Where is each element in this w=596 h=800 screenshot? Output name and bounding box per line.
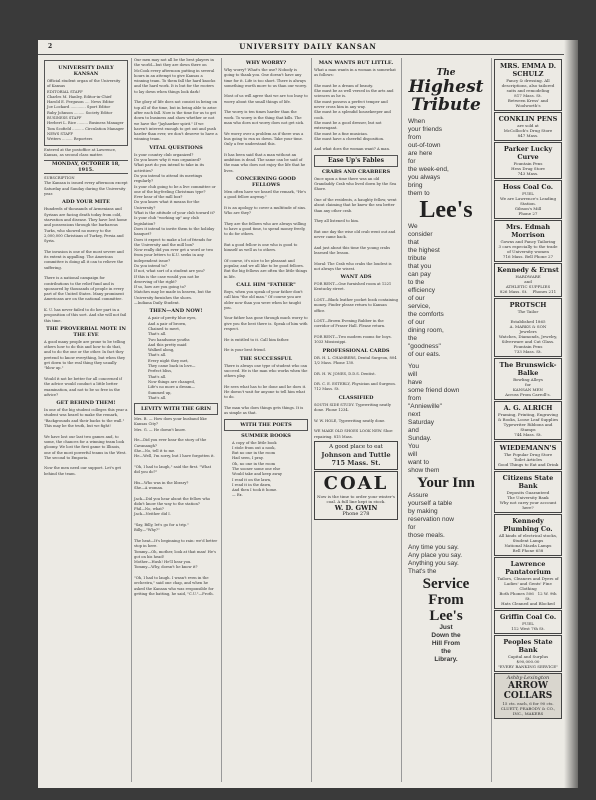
article-heading: WHY WORRY? [245,60,287,66]
article-body: There is always one type of student who can succeed. He is the man who works when the others play. He sees what has to be done and he does it. He doesn't wait for anyone to tell him what to do. The man who does things gets things. It is as simple as that. [224,363,308,416]
article-heading: CLASSIFIED [338,394,374,401]
directory-ad [494,59,562,111]
column-rule [221,58,222,782]
ad-headline: Kennedy Plumbing Co. [503,517,553,533]
ad-headline: Mrs. Edmah Morrison [505,223,551,239]
ad-phone: Phone 278 [342,510,370,517]
ad-copy: Assure yourself a table by making reservation now for those meals. [408,492,454,539]
directory-ad [494,610,562,634]
ad-headline: PROTSCH [509,301,547,309]
directory-ad [494,401,562,440]
directory-ad [494,557,562,609]
ad-body: Gowns and Fancy Tailoring 3 cars especially to the trade of University women 716 Mass. Bell Phone 27 [498,239,558,259]
article-body: In one of the big student colleges this year a student was heard to make the remark, "Backgrounds and their backs to the wall." This may be the truth, but we fight! We have lost our last two games and, to some, the chances for a winning team look gloomy. We lost the first game to Illinois, one of the most powerful teams in the West. The second to Emporia. Now the men need our support. Let's get behind the team. [44,408,128,476]
ad-restaurant [314,441,398,470]
ad-headline: Peoples State Bank [503,638,553,654]
ad-brand: Your Inn [417,475,475,491]
ad-coal [314,471,398,520]
article-heading: THE PROVERBIAL MOTE IN THE EYE [46,325,126,338]
ad-body: The Tailor Established 1865 A. MARKS & SON Jewelers Watches, Diamonds, Jewelry, Silverware and Cut Glass. Fountain Pens 733 Mass. St. [498,309,558,354]
ad-body: Now is the time to order your winter's coal. A full line kept in stock. [317,493,397,504]
ad-brand: From [428,592,464,608]
ad-headline: Griffin Coal Co. [499,613,557,621]
want-ads-body: FOR RENT—One furnished room at 1221 Kentucky street. LOST—Black leather pocket book containing money. Finder please return to Kansan office. LOST—Brown Evening Rubber in the corridor of Fraser Hall. Please return. FOR RENT—Two modern rooms for boys. 1033 Mississippi. [314,282,398,345]
ad-headline: The Brunswick-Balke [499,361,557,377]
column-6-directory [494,58,562,782]
directory-ad [494,635,562,672]
ad-headline: Kennedy & Ernst [497,266,559,274]
ad-headline: Parker Lucky Curve [503,145,553,161]
directory-ad [494,358,562,400]
newspaper-page [38,40,578,788]
directory-ad [494,263,562,297]
poem-body: A copy of the little book I stole from out a nook, But no one in the room Had seen, I pray. Oh, no one in the room The sooner some one else Would take and keep away I read it on the lawn, I read it in the dawn, And then I took it home. — Ex. [232,440,282,498]
ad-brand: Service [422,576,470,592]
issue-date: MONDAY, OCTOBER 18, 1915. [44,160,128,174]
article-heading: WANT ADS [340,274,372,281]
article-subheading: CRABS AND CRABBERS [321,168,391,175]
page-header [38,40,578,55]
ad-headline: WIEDEMANN'S [499,444,557,452]
ad-copy: You will have some friend down from "Anniewille" next Saturday and Sunday. You will want to show them [408,363,460,474]
ad-copy: Just Down the Hill From the Library. [431,624,461,663]
ad-body: FUEL We are Lawrence's Leading Station. Gibson's Mill Phone 27 [499,191,557,216]
ad-body: Capital and Surplus $90,000.00 "EVERY BANKING SERVICE" [497,654,559,669]
ad-copy: When your friends from out-of-town are here for the week-end, you always bring them to [408,118,449,197]
article-heading: VITAL QUESTIONS [149,144,203,151]
ad-body: FUEL 112 West 7th St. [511,621,545,631]
ad-body: Deposits Guaranteed The University Bank Why not carry your account here? [499,490,557,510]
article-heading: CALL HIM "FATHER" [236,281,296,288]
newspaper-title: UNIVERSITY DAILY KANSAN [239,42,377,51]
ad-headline: Highest [408,77,484,97]
article-body: Is your country club organized? Do you know why it was organized? What part do you intend to take in its activities? Do you intend to attend its meetings regularly? Is your club going to be a live committee or one of the big-feeling Christmas type? Ever hear of the mill box? Do you know what it means for the University? What is the attitude of your club toward it? Is your club "working up" any club legislation? Does it intend to invite them to the holiday banquet? Does it expect to make a lot of friends for the University and the mill box? Now really did you ever get a word or two from your letters to K.U. seeks in any independent issue? Do you intend to? If not, what sort of a student are you? If this is the case would you not be deserving of the right? If so, how are you going to? Matches may be made in heaven, but the University furnishes the shoes. —Indiana Daily Student. [134,152,216,306]
directory-ad [494,441,562,470]
ad-headline: Citizens State Bank [502,474,554,490]
ad-body: Fountain Pens Hess Drug Store 743 Mass. [511,161,545,176]
ad-headline: A. G. ALRICH [503,404,553,412]
ad-body: Framing, Printing, Engraving & Books, Loose Leaf Supplies Typewriter Ribbons and Stamps 744 Mass. St. [497,412,559,437]
directory-ad [494,514,562,556]
masthead-box [44,60,128,146]
masthead-staff: Official student organ of the University of Kansas EDITORIAL STAFF Charles M. Hanley, Editor-in-Chief Harold E. Ferguson .... News Editor Joe Lockard ............. Sport Editor Ruby Johnson ......... Society Editor BUSINESS STAFF Herbert L. Rice ......... Business Manager Tom Scofield .......... Circulation Manager NEWS STAFF Writers ......... Reporters [47,79,124,142]
column-rule [131,58,132,782]
article-body: Mrs. B. — How does your husband like Kansas City? Mrs. G. — He doesn't know. He—Did you ever hear the story of the Cavanaugh? She—No, tell it to me. He—Well, I'm sorry, but I have forgotten it. "Oh, I had to laugh," said the first. "What did you do?" His—Who was in the library? She—A woman. Jack—Did you hear about the fellow who didn't know the way to the station? Phil—No, what? Jack—Neither did I. "Say, Billy, let's go for a trip." Billy—"Why?" The heat—It's beginning to rain: we'd better stop in here. Tommy—Oh, mother, look at that man! He's got on his head! Mother—Hush! He'll hear you. Tommy—Why, doesn't he know it? "Oh, I had to laugh. I wasn't even in the orchestra," said one chap, and when he asked the Kansan who was responsible for getting the batting, he said, "C.U."—Froth. [134,417,218,596]
article-heading: Ease Up's Fables [314,155,398,167]
ad-headline: COAL [323,472,389,494]
column-2 [134,58,218,782]
directory-ad [494,298,562,357]
directory-ad [494,112,562,141]
column-4 [314,58,398,782]
article-body: Once upon a time there was an old Grandaddy Crab who lived down by the Sea Shore. One of the residents, a haughty fellow, went about claiming that he knew the sea better than any other crab. They all listened to him. But one day the wise old crab went out and never came back. And just about this time the young crabs learned the lesson. Moral: The Crab who crabs the loudest is not always the wisest. [314,176,397,271]
article-heading: THEN—AND NOW! [149,308,203,315]
ad-body: The Popular Drug Store Toilet Articles Good Things to Eat and Drink [497,452,559,467]
article-heading: CONCERNING GOOD FELLOWS [236,175,296,188]
ad-headline: Hoss Coal Co. [502,183,554,191]
article-heading: LEVITY WITH THE GRIN [134,403,218,415]
ad-headline: ARROW COLLARS [503,681,553,701]
article-body: A good many people are prone to be telling others how to do this and how to do that, and to do the one or the other. In fact they pretend to know everything, but when they get down to the real thing they usually "blow up." Would it not be better for all concerned if the advice would conduct a little better examination, and not to be so free in the advice? [44,339,126,397]
article-body: What a man wants in a woman is somewhat as follows: She must be a dream of beauty. She must be as well versed in the arts and sciences as he is. She must possess a perfect temper and never cross him in any way. She must be a splendid housekeeper and cook. She must be a good dresser, but not extravagant. She must be a fine musician. She must have a cheerful disposition. And what does the woman want? A man. [314,68,396,152]
article-body: Our men may not all be the best players in the world—but they are down there on McCook every afternoon putting in several hours in an attempt to give Kansas a winning team. To them fall the hard knocks and the hard work. It is but for the rooters to lay down when things look dark! The glory of life does not consist in being on top all of the time, but in being able to arise after each fall. Now is the time for us to get down to business and show whether or not we have the "Jayhawker spirit." If we haven't interest enough to get out and push harder than ever, we don't deserve to have a winning team. [134,58,218,142]
ad-name: W. D. GWIN [334,503,378,512]
ad-body: Bowling Alleys for KANSAN MEN Across From Carroll's. [505,377,551,397]
article-heading: GET BEHIND THEM! [56,400,116,407]
subscription-note: SUBSCRIPTION The Kansan is issued every afternoon except Saturday and Sunday during the University year. [44,176,128,197]
article-body: Hundreds of thousands of Armenians and Syrians are facing death today from cold, starvation and disease. They have lost home and possessions through the barbarous Turks, who showed no mercy to the 2,000,000 Christians of Turkey, Persia and Syria. The invasion is one of the most severe and its extent is appalling. The American committee is doing all it can to relieve the suffering. There is a national campaign for contributions to the relief fund and is sponsored by thousands of people in every part of the United States. Many prominent Americans are on the national committee. K. U. has never failed to do her part in a proposition of this sort. And she will not fail this time. [44,207,127,323]
column-1 [44,58,128,782]
article-heading: ADD YOUR MITE [62,199,110,206]
professional-cards-body: DR. H. L. CHAMBERS, Dental Surgeon, 804 1/2 Mass. Phone 130. DR. H. W. JONES, D.D.S. Dentist. DR. C. E. ESTERLY, Physician and Surgeon. 712 Mass. St. [314,355,397,392]
ad-copy: Any time you say. Any place you say. Anything you say. That's the [408,544,463,575]
masthead-title: UNIVERSITY DAILY KANSAN [58,65,114,77]
article-body: Men often have we heard the remark, "He's a good fellow anyway." It is an apology to cover a multitude of sins. Who are they? They are the fellows who are always willing to have a good time, to spend money freely, to do for others. But a good fellow is one who is good to himself as well as to others. Of course, it's nice to be pleasant and popular, and we all like to be good fellows. But the big fellows are often the little things in life. [224,189,308,279]
ad-body: HARDWARE and ATHLETIC SUPPLIES 826 Mass. St. Phones 211 [499,274,557,294]
article-heading: PROFESSIONAL CARDS [322,347,390,354]
ad-brand: Lee's [429,608,463,624]
article-body: Why worry? What's the use? Nobody is going to thank you. One doesn't have any time for it. Life is too short. There is always something worth more to us than our worry. Most of us will agree that we are too busy to worry about the small things of life. The worry is ten times harder than the work. To worry is the thing that kills. The man who does not worry does not get sick. We worry over a problem as if there was a bus going to run us down. Take your time. Only a few understand this. It has been said that a man without an ambition is dead. The same can be said of the man who does not enjoy the life that he lives. [224,68,308,173]
ad-body: Tailors, Cleaners and Dyers of Ladies' and Gents' Fine Clothing Both Phones 506 12 W. 9th St. Hats Cleaned and Blocked [497,576,559,606]
page-number: 2 [48,43,53,50]
ad-headline-top: The [436,68,456,78]
ad-headline: CONKLIN PENS [498,115,558,123]
page-fold-shadow [564,40,578,788]
ad-headline: Lawrence Pantatorium [505,560,551,576]
article-heading: MAN WANTS BUT LITTLE. [318,60,394,66]
directory-list [494,59,562,672]
ad-body: Johnson and Tuttle 715 Mass. St. [321,450,391,467]
column-rule [311,58,312,782]
ad-copy: We consider that the highest tribute that you can pay to the efficiency of our service, the comforts of our dining room, the "goodness" of our eats. [408,223,444,358]
article-body: Boys, when you speak of your father don't call him "the old man." Of course you are older now than you were when he taught you. Your father has gone through much worry to give you the best there is. Speak of him with respect. He is entitled to it. Call him father. He is your best friend. [224,289,308,353]
directory-ad [494,142,562,179]
article-heading: WITH THE POETS [224,419,308,431]
poem-body: A pair of pretty blue eyes, And a pair of brown, Chained to meet, That's all. Two handsome youths And this pretty maid Walked along, That's all. Every night they met, They came back in love— Perfect bliss, That's all. Now things are changed, Life's no more a dream— Summed up, That's all. [148,316,197,400]
directory-ad [494,471,562,513]
ad-headline: MRS. EMMA D. SCHULZ [500,62,556,78]
classified-body: SOUTH SIDE STUDY. Typewriting neatly done. Phone 1234. W. W. HOLE, Typewriting neatly done. WE MAKE OLD SHOES LOOK NEW. Shoe repairing. 815 Mass. [314,402,393,439]
article-heading: THE SUCCESSFUL [239,355,293,362]
column-rule [491,58,492,782]
directory-ad [494,180,562,219]
ad-arrow-collars [494,673,562,719]
entered-note: Entered at the postoffice at Lawrence, Kansas, as second class matter. [44,147,118,157]
ad-headline: Tribute [411,95,481,115]
ad-headline: A good place to eat [329,443,383,450]
poem-title: SUMMER BOOKS [241,432,291,439]
ad-body: are sold at McColloch's Drug Store 847 Mass. [503,123,553,138]
ad-body: 15 cts. each, 6 for 90 cts. CLUETT, PEABODY & CO., INC., MAKERS [500,701,556,716]
column-3 [224,58,308,782]
column-rule [401,58,402,782]
ad-brand: Ashby-Lexington [506,675,550,681]
column-5-lees-ad [404,58,488,782]
ad-body: All kinds of electrical stocks, Student Lamps National Mazda Lamps Bell Phone 658 [498,533,558,553]
directory-ad [494,220,562,262]
ad-brand: Lee's [419,197,473,223]
ad-body: Fancy & dressing. All descriptions, also tailored suits and remodeling 817 Mass. St. Between Kress' and Woolworth's [501,78,555,108]
